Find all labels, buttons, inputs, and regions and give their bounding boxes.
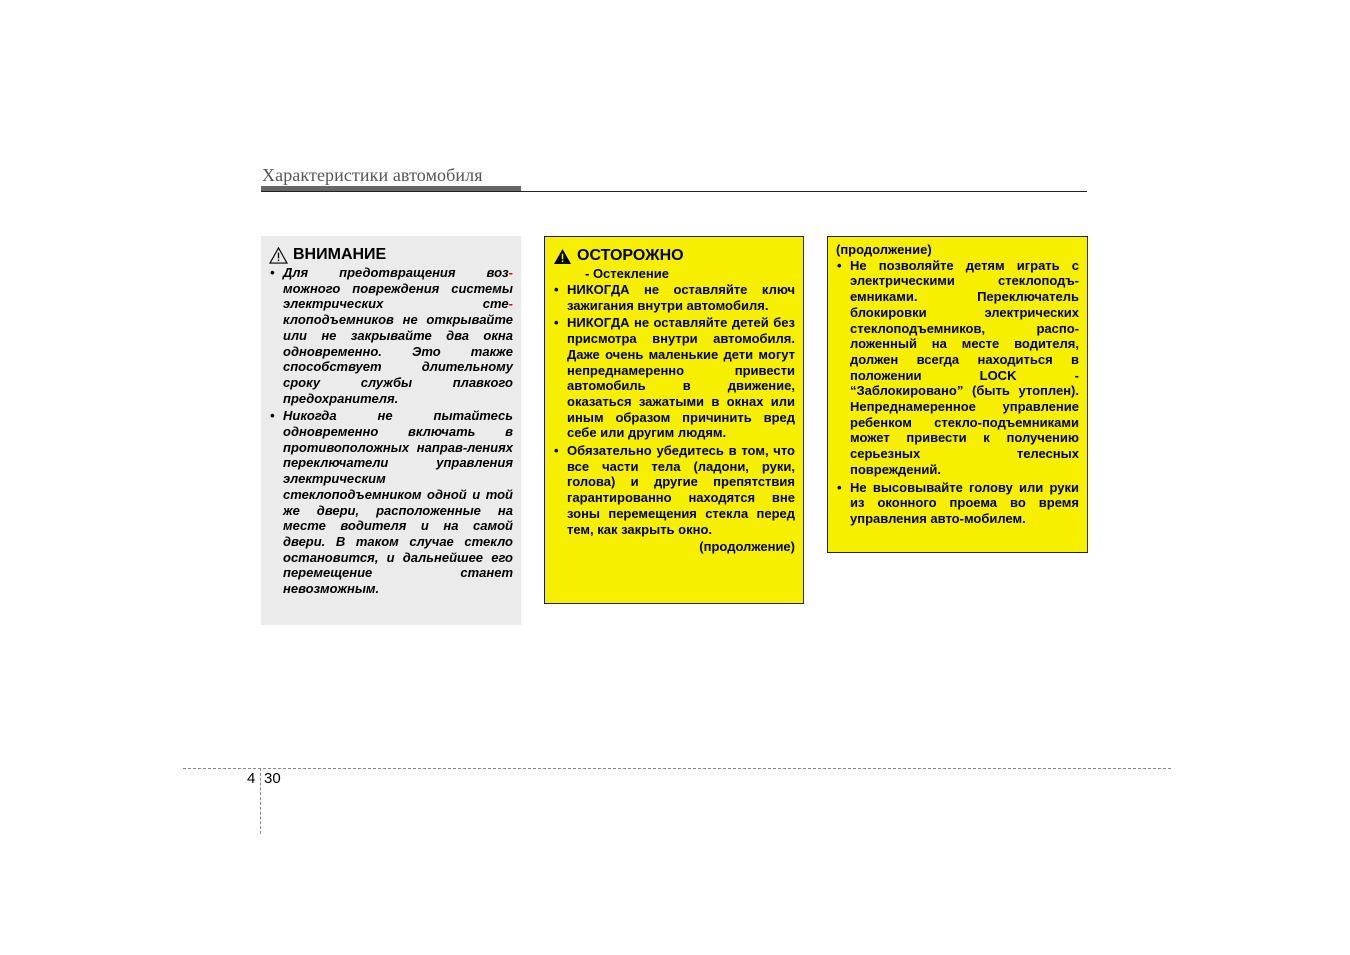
list-item: • Не высовывайте голову или руки из оконного проема во время управления авто-мобилем. bbox=[836, 480, 1079, 527]
continued-heading: (продолжение) bbox=[836, 242, 932, 257]
header-rule bbox=[261, 191, 1087, 192]
attention-title: ВНИМАНИЕ bbox=[293, 246, 387, 263]
section-number: 4 bbox=[247, 770, 256, 787]
warning-filled-icon bbox=[553, 248, 572, 265]
caution-box bbox=[544, 236, 804, 604]
list-item: • Никогда не пытайтесь одновременно включать в противоположных направ-лениях переключатели управления электрическим стеклоподъемником одной и той же двери, расположенные на месте водителя и на самой двери. В таком случае стекло остановится, и дальнейшее его перемещение станет невозможным. bbox=[269, 408, 513, 596]
attention-heading bbox=[269, 246, 513, 264]
footer-dashed-rule bbox=[183, 768, 1171, 769]
continued-label: (продолжение) bbox=[699, 539, 795, 555]
footer-dashed-divider bbox=[260, 768, 261, 834]
page-number: 30 bbox=[264, 770, 281, 787]
list-item: • НИКОГДА не оставляйте детей без присмотра внутри автомобиля. Даже очень маленькие дети могут непреднамеренно привести автомобиль в движение, оказаться зажатыми в окнах или иным образом причинить вред себе или другим людям. bbox=[553, 315, 795, 441]
list-item: • Не позволяйте детям играть с электрическими стеклоподъ-емниками. Переключатель блокировки электрических стеклоподъемников, распо-ложенный на месте водителя, должен всегда находиться в положении LOCK - “Заблокировано” (быть утоплен). Непреднамеренное управление ребенком стекло-подъемниками может привести к получению серьезных телесных повреждений. bbox=[836, 258, 1079, 478]
caution-title: ОСТОРОЖНО bbox=[577, 247, 684, 264]
list-item: • НИКОГДА не оставляйте ключ зажигания внутри автомобиля. bbox=[553, 282, 795, 313]
attention-box bbox=[261, 236, 521, 625]
warning-outline-icon bbox=[269, 247, 288, 264]
caution-continued-box bbox=[827, 236, 1088, 553]
list-item: • Обязательно убедитесь в том, что все части тела (ладони, руки, голова) и другие препятствия гарантированно находятся вне зоны перемещения стекла перед тем, как закрыть окно. bbox=[553, 443, 795, 537]
caution-subtitle: - Остекление bbox=[585, 266, 669, 281]
list-item: • Для предотвращения воз- можного повреждения системы электрических сте- клоподъемников не открывайте или не закрывайте два окна одновременно. Это также способствует длительному сроку службы плавкого предохранителя. bbox=[269, 265, 513, 406]
section-title: Характеристики автомобиля bbox=[262, 165, 483, 185]
attention-list bbox=[269, 265, 513, 597]
caution-heading bbox=[553, 247, 795, 265]
caution-list bbox=[553, 282, 795, 537]
caution-continued-list bbox=[836, 258, 1079, 527]
